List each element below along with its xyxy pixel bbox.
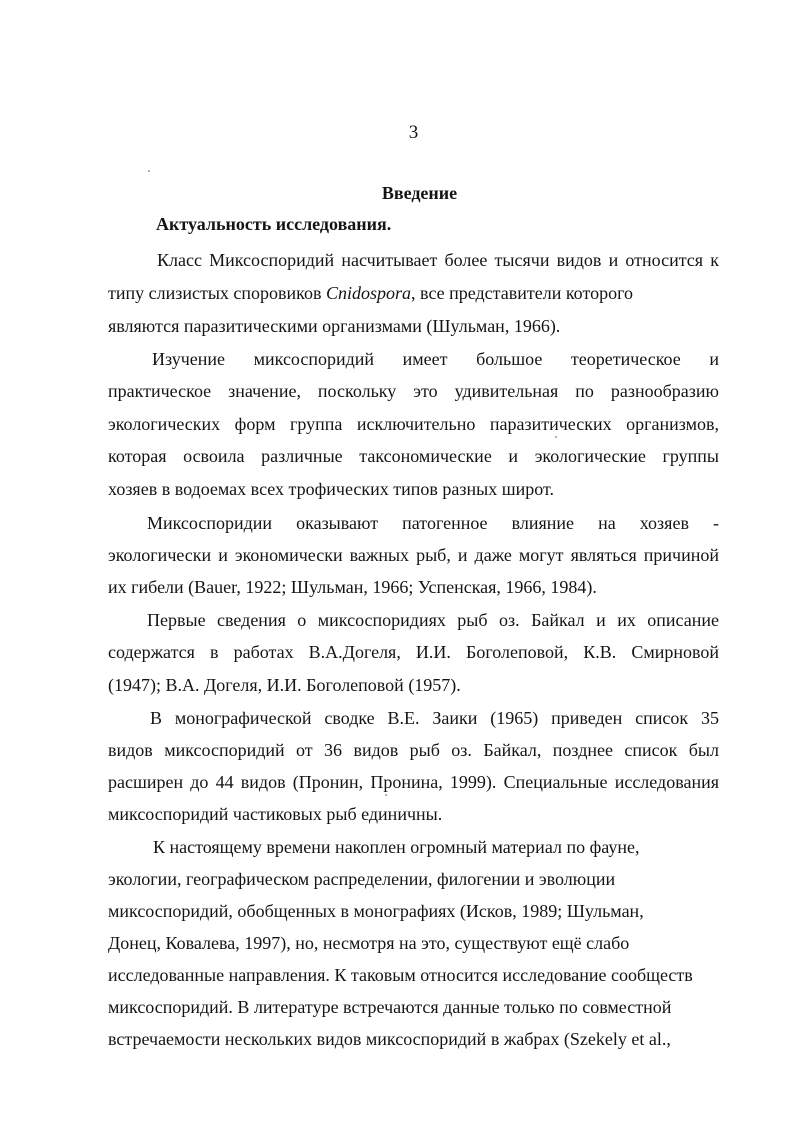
text-line: Класс Миксоспоридий насчитывает более тысячи видов и относится к <box>157 250 719 270</box>
text-line: (1947); В.А. Догеля, И.И. Боголеповой (1957). <box>108 675 461 695</box>
text-line: являются паразитическими организмами (Шульман, 1966). <box>108 316 561 336</box>
text-line: исследованные направления. К таковым относится исследование сообществ <box>108 965 693 985</box>
text-line: их гибели (Bauer, 1922; Шульман, 1966; Успенская, 1966, 1984). <box>108 577 597 597</box>
text-line: видов миксоспоридий от 36 видов рыб оз. Байкал, позднее список был <box>108 740 719 760</box>
section-title: Введение <box>381 183 458 203</box>
page-number: 3 <box>408 122 419 143</box>
text-line: экологии, географическом распределении, филогении и эволюции <box>108 869 616 889</box>
text-line: экологических форм группа исключительно паразитических организмов, <box>108 414 719 434</box>
text-line: миксоспоридий, обобщенных в монографиях (Исков, 1989; Шульман, <box>108 901 644 921</box>
text-line: встречаемости нескольких видов миксоспоридий в жабрах (Szekely et al., <box>108 1029 671 1049</box>
text-line: К настоящему времени накоплен огромный материал по фауне, <box>153 837 640 857</box>
text-line: Миксоспоридии оказывают патогенное влияние на хозяев - <box>147 513 719 533</box>
text-line: экологически и экономически важных рыб, и даже могут являться причиной <box>108 545 719 565</box>
text-line: содержатся в работах В.А.Догеля, И.И. Боголеповой, К.В. Смирновой <box>108 642 719 662</box>
scan-speck <box>148 170 150 172</box>
text-line: В монографической сводке В.Е. Заики (1965) приведен список 35 <box>150 708 719 728</box>
text-line: которая освоила различные таксономические и экологические группы <box>108 446 719 466</box>
text-line: практическое значение, поскольку это удивительная по разнообразию <box>108 381 719 401</box>
text-line: типу слизистых споровиков Cnidospora, все представители которого <box>108 283 634 303</box>
text-line: хозяев в водоемах всех трофических типов разных широт. <box>108 479 554 499</box>
text-line: миксоспоридий. В литературе встречаются данные только по совместной <box>108 997 672 1017</box>
scan-speck <box>385 794 387 796</box>
latin-term: Cnidospora <box>326 283 412 303</box>
text-line: Донец, Ковалева, 1997), но, несмотря на это, существуют ещё слабо <box>108 933 630 953</box>
text-line: Первые сведения о миксоспоридиях рыб оз. Байкал и их описание <box>147 610 719 630</box>
text-line: расширен до 44 видов (Пронин, Пронина, 1999). Специальные исследования <box>108 772 719 792</box>
text-line: миксоспоридий частиковых рыб единичны. <box>108 804 443 824</box>
text-line: Изучение миксоспоридий имеет большое теоретическое и <box>152 349 719 369</box>
subsection-title: Актуальность исследования. <box>156 214 392 234</box>
scan-speck <box>555 436 557 438</box>
